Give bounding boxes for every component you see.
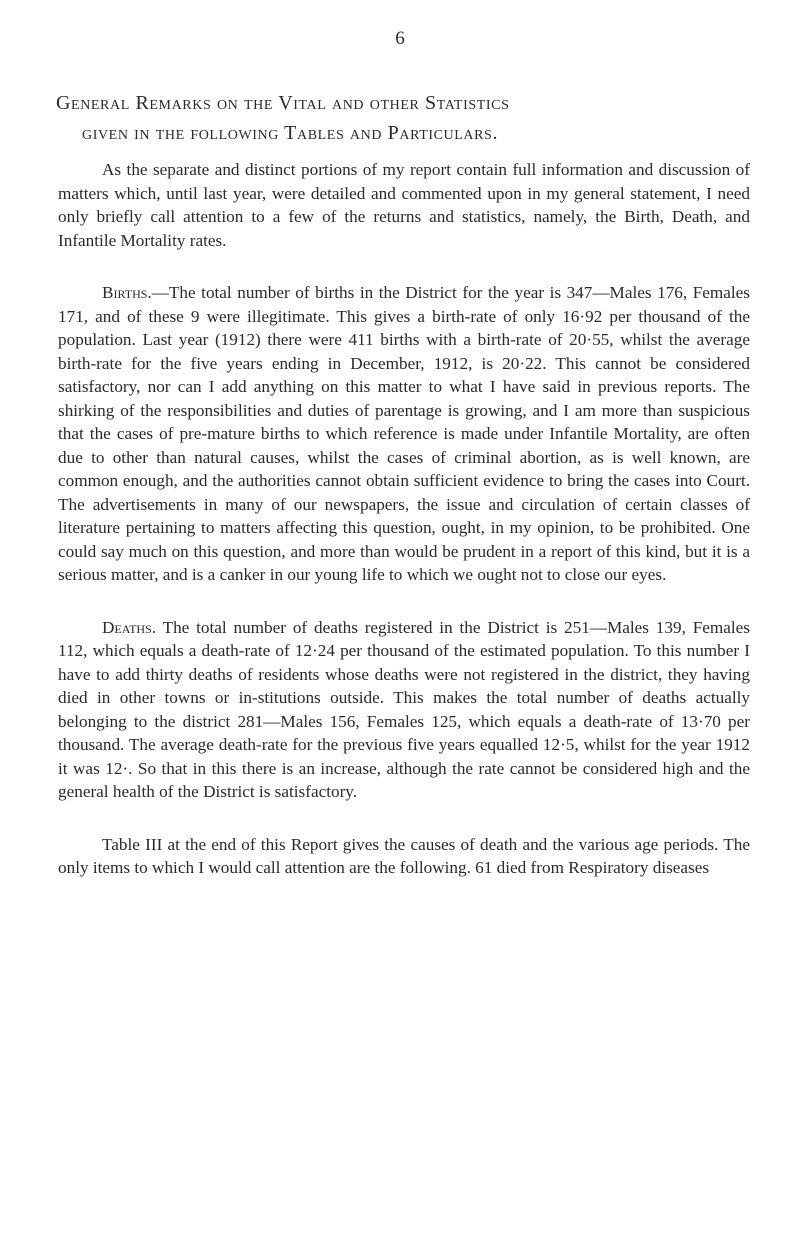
paragraph-intro-text: As the separate and distinct portions of my report contain full information and discussion of matters which, until last year, were detailed and commented upon in my general statement, I need only briefly call attention to a few of the returns and statistics, namely, the Birth, Death, and Infantile Mortality rates.	[58, 160, 750, 250]
section-heading	[56, 88, 756, 148]
deaths-lead: Deaths.	[102, 617, 157, 637]
births-lead: Births.	[102, 283, 152, 302]
heading-line-2: given in the following Tables and Particulars.	[82, 122, 499, 144]
paragraph-births	[58, 281, 750, 587]
body-text	[58, 158, 750, 909]
heading-line-1: General Remarks on the Vital and other Statistics	[56, 92, 510, 114]
paragraph-intro	[58, 158, 750, 252]
paragraph-births-text: —The total number of births in the District for the year is 347—Males 176, Females 171, and of these 9 were illegitimate. This gives a birth-rate of only 16·92 per thousand of the population. Last year (1912) there were 411 births with a birth-rate of 20·55, whilst the average birth-rate for the five years ending in December, 1912, is 20·22. This cannot be considered satisfactory, nor can I add anything on this matter to what I have said in previous reports. The shirking of the responsibilities and duties of parentage is growing, and I am more than suspicious that the cases of pre-mature births to which reference is made under Infantile Mortality, are often due to other than natural causes, whilst the cases of criminal abortion, as is well known, are common enough, and the authorities cannot obtain sufficient evidence to bring the cases into Court. The advertisements in many of our newspapers, the issue and circulation of certain classes of literature pertaining to matters affecting this question, ought, in my opinion, to be prohibited. One could say much on this question, and more than would be prudent in a report of this kind, but it is a serious matter, and is a canker in our young life to which we ought not to close our eyes.	[58, 283, 750, 584]
paragraph-table-iii-text: Table III at the end of this Report gives the causes of death and the various age periods. The only items to which I would call attention are the following. 61 died from Respiratory diseases	[58, 834, 750, 877]
paragraph-deaths	[58, 616, 750, 804]
paragraph-deaths-text: The total number of deaths registered in the District is 251—Males 139, Females 112, which equals a death-rate of 12·24 per thousand of the estimated population. To this number I have to add thirty deaths of residents whose deaths were not registered in the district, they having died in other towns or in-stitutions outside. This makes the total number of deaths actually belonging to the district 281—Males 156, Females 125, which equals a death-rate of 13·70 per thousand. The average death-rate for the previous five years equalled 12·5, whilst for the year 1912 it was 12·. So that in this there is an increase, although the rate cannot be considered high and the general health of the District is satisfactory.	[58, 617, 750, 801]
page-number: 6	[395, 28, 405, 49]
paragraph-table-iii	[58, 833, 750, 880]
